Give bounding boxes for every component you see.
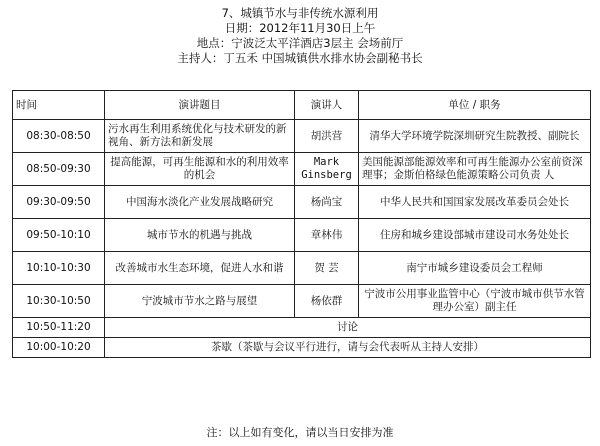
row-speaker: 杨依群: [295, 285, 359, 318]
discussion-label: 讨论: [105, 318, 591, 338]
footer-note: 注：以上如有变化，请以当日安排为准: [206, 426, 394, 439]
session-date: 日期：2012年11月30日上午: [224, 21, 376, 35]
row-speaker: 胡洪营: [295, 120, 359, 153]
row-topic: 宁波城市节水之路与展望: [105, 285, 295, 318]
table-row: [13, 153, 591, 186]
row-time: 09:50-10:10: [13, 219, 105, 252]
row-org: 住房和城乡建设部城市建设司水务处处长: [359, 219, 591, 252]
row-topic: 污水再生利用系统优化与技术研发的新视角、新方法和新发展: [105, 120, 295, 153]
table-row: [13, 252, 591, 285]
break-time: 10:00-10:20: [13, 338, 105, 358]
table-row: [13, 285, 591, 318]
row-time: 09:30-09:50: [13, 186, 105, 219]
row-time: 10:10-10:30: [13, 252, 105, 285]
row-org: 美国能源部能源效率和可再生能源办公室前资深理事；金斯伯格绿色能源策略公司负责 人: [359, 153, 591, 186]
row-speaker: Mark Ginsberg: [295, 153, 359, 186]
row-topic: 城市节水的机遇与挑战: [105, 219, 295, 252]
row-topic: 提高能源，可再生能源和水的利用效率的机会: [105, 153, 295, 186]
header-time: 时间: [13, 91, 105, 120]
discussion-time: 10:50-11:20: [13, 318, 105, 338]
row-time: 10:30-10:50: [13, 285, 105, 318]
row-org: 宁波市公用事业监管中心（宁波市城市供节水管理办公室）副主任: [359, 285, 591, 318]
break-row: [13, 338, 591, 358]
header-speaker: 演讲人: [295, 91, 359, 120]
break-label: 茶歇（茶歇与会议平行进行，请与会代表听从主持人安排）: [105, 338, 591, 358]
discussion-row: [13, 318, 591, 338]
row-org: 南宁市城乡建设委员会工程师: [359, 252, 591, 285]
row-speaker: 杨尚宝: [295, 186, 359, 219]
session-title: 7、城镇节水与非传统水源利用: [221, 6, 379, 20]
schedule-table: [12, 90, 591, 358]
row-speaker: 贺 芸: [295, 252, 359, 285]
table-row: [13, 120, 591, 153]
table-row: [13, 219, 591, 252]
row-topic: 中国海水淡化产业发展战略研究: [105, 186, 295, 219]
header-org: 单位 / 职务: [359, 91, 591, 120]
session-location: 地点：宁波泛太平洋酒店3层主 会场前厅: [196, 36, 404, 50]
row-org: 清华大学环境学院深圳研究生院教授、副院长: [359, 120, 591, 153]
row-time: 08:50-09:30: [13, 153, 105, 186]
table-header-row: [13, 91, 591, 120]
row-org: 中华人民共和国国家发展改革委员会处长: [359, 186, 591, 219]
row-speaker: 章林伟: [295, 219, 359, 252]
session-host: 主持人：丁五禾 中国城镇供水排水协会副秘书长: [177, 51, 423, 65]
row-topic: 改善城市水生态环境，促进人水和谐: [105, 252, 295, 285]
session-header: [0, 0, 600, 66]
header-topic: 演讲题目: [105, 91, 295, 120]
table-row: [13, 186, 591, 219]
row-time: 08:30-08:50: [13, 120, 105, 153]
